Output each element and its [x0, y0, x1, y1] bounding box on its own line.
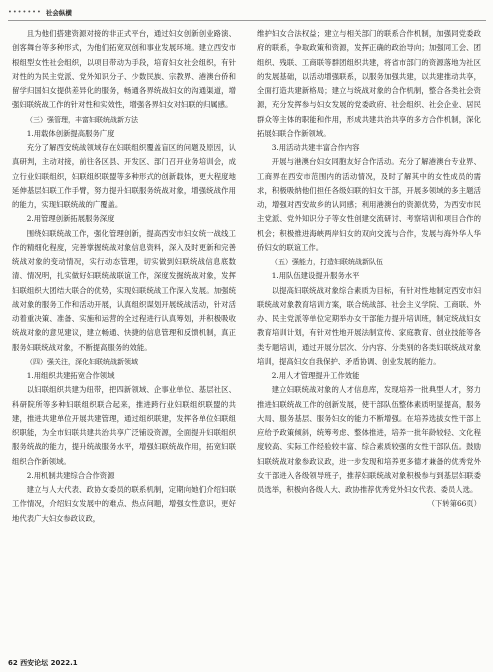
left-column — [12, 27, 236, 526]
subsection-heading: 2.用管理创新拓展服务深度 — [26, 214, 115, 224]
body-paragraph: 围绕妇联统战工作，强化管理创新，提高西安市妇女统一战线工作的精细化程度，完善掌握统战对象信息资料，深入及时更新和完善统战对象的变动情况，实行动态管理，切实做到妇联统战信息底数清、情况明，扎实做好妇联统战联谊工作，深度发掘统战对象，发挥妇联组织大团结大联合的优势，实现妇联统战工作深入发展。加强统战对象的服务工作和活动开展，认真组织谋划开展统战活动，针对活动着重决策、准备、实施和运营的全过程进行认真筹划，并积极吸收统战对象的意见建议，建立畅通、快捷的信息管理和反馈机制，真正服务妇联统战对象，不断提高服务的效能。 — [12, 228, 236, 352]
section-title: 社会纵横 — [45, 8, 72, 17]
header-rule — [8, 20, 486, 21]
subsection-heading: 2.用人才管理提升工作效能 — [271, 371, 360, 380]
subsection-heading: 2.用机制共建综合合作资源 — [26, 470, 115, 480]
subsection-heading: 3.用活动共建丰富合作内容 — [271, 143, 360, 152]
subsection-heading: 1.用载体创新提高服务广度 — [26, 128, 115, 138]
running-header — [8, 4, 72, 20]
subsection-heading: 1.用队伍建设提升服务水平 — [271, 271, 360, 281]
header-dots: ••••••• — [8, 8, 42, 16]
body-paragraph: 且为他们搭建资源对接的非正式平台，通过妇女创新创业路演、创客舞台等多种形式，为他们拓宽双创和事业发展环境。建立西安市根组型女性社会组织，以项目带动为手段，培育妇女社会组织，有针对性的为民主党派、党外知识分子、少数民族、宗教界、港澳台侨和留学归国妇女提供差异化的服务，畅通各界统战妇女的沟通渠道，增强妇联统战工作的针对性和实效性，增强各界妇女对妇联的归属感。 — [12, 29, 236, 110]
body-paragraph: 充分了解西安统战领域存在妇联组织覆盖盲区的问题及原因，认真研判，主动对接，前往各区县、开发区、部门召开业务培训会，成立行业妇联组织，妇联组织联盟等多种形式的创新载体，更大程度地延伸基层妇联工作手臂，努力提升妇联服务统战对象，增强统战作用的能力，实现妇联统战的广覆盖。 — [12, 143, 236, 209]
section-heading: （四）强关注，深化妇联统战新领域 — [26, 357, 138, 366]
page-footer: 62 西安论坛 2022.1 — [8, 659, 78, 667]
section-heading: （五）强能力，打造妇联统战新队伍 — [271, 258, 383, 266]
right-column — [257, 27, 481, 512]
body-paragraph: 以提高妇联统战对象综合素质为目标，有针对性地制定西安市妇联统战对象教育培训方案，联合统战部、社会主义学院、工商联、外办、民主党派等单位定期举办女干部能力提升培训班，制定统战妇女教育培训计划，有针对性地开展法制宣传、家庭教育、创业技能等各类专题培训，通过开展分层次、分内容、分类别的各类妇联统战对象培训，提高妇女自我保护、矛盾协调、创业发展的能力。 — [257, 285, 481, 366]
body-paragraph: 以妇联组织共建为纽带，把四新领域、企事业单位、基层社区、科研院所等多种妇联组织联合起来，推进跨行业妇联组织联盟的共建，推进共建单位开展共建管理，通过组织联建，发挥各单位妇联组织职能，为全市妇联共建共治共享广泛铺设资源，全面提升妇联组织服务统战的能力，提升统战服务水平，增强妇联统战作用，拓宽妇联组织合作新领域。 — [12, 385, 236, 466]
section-heading: （三）强管理，丰富妇联统战新方法 — [26, 115, 138, 124]
body-paragraph: 建立妇联统战对象的人才信息库，发现培养一批典型人才，努力推进妇联统战工作的创新发展，使干部队伍整体素质明显提高，服务大局、服务基层、服务妇女的能力不断增强。在培养选拔女性干部上应给予政策倾斜，统筹考虑、整体推进，培养一批年龄较轻、文化程度较高、实际工作经验较丰富、综合素质较强的女性干部队伍。鼓励妇联统战对象参政议政，进一步发现和培养更多德才兼备的优秀党外女干部进入各级领导班子，推荐妇联统战对象积极参与到基层妇联委员选举，积极向各级人大、政协推荐优秀党外妇女代表、委员人选。 — [257, 385, 481, 494]
continued-note: （下转第66页） — [427, 499, 481, 509]
body-paragraph: 开展与港澳台妇女同胞友好合作活动。充分了解港澳台专业界、工商界在西安市范围内的活动情况，及时了解其中的女性成员的需求，积极吸纳他们担任各级妇联的妇女干部，开展多领域的多主题活动，增强对西安故乡的认同感；利用港澳台的资源优势，为西安市民主党派、党外知识分子等女性创建交流研讨、考察培训和项目合作的机会；积极推进海峡两岸妇女的双向交流与合作，发展与海外华人华侨妇女的联谊工作。 — [257, 157, 481, 252]
body-paragraph: 建立与人大代表、政协女委员的联系机制，定期向她们介绍妇联工作情况，介绍妇女发展中的难点、热点问题，增强女性意识，更好地代表广大妇女参政议政， — [12, 485, 236, 523]
body-paragraph: 维护妇女合法权益；建立与相关部门的联系合作机制，加强同党委政府的联系，争取政策和资源，发挥正确的政治导向；加强同工会、团组织、残联、工商联等群团组织共建，将省市部门的资源落地为社区的发展基础，以活动增强联系，以服务加强共建，以共建推动共享，全面打造共建新格局；建立与统战对象的合作机制，整合各类社会资源，充分发挥参与妇女发展的党委政府、社会组织、社会企业、居民群众等主体的职能和作用，形成共建共治共享的多方合作机制，深化拓展妇联合作新领域。 — [257, 29, 481, 138]
subsection-heading: 1.用组织共建拓宽合作领域 — [26, 371, 115, 380]
